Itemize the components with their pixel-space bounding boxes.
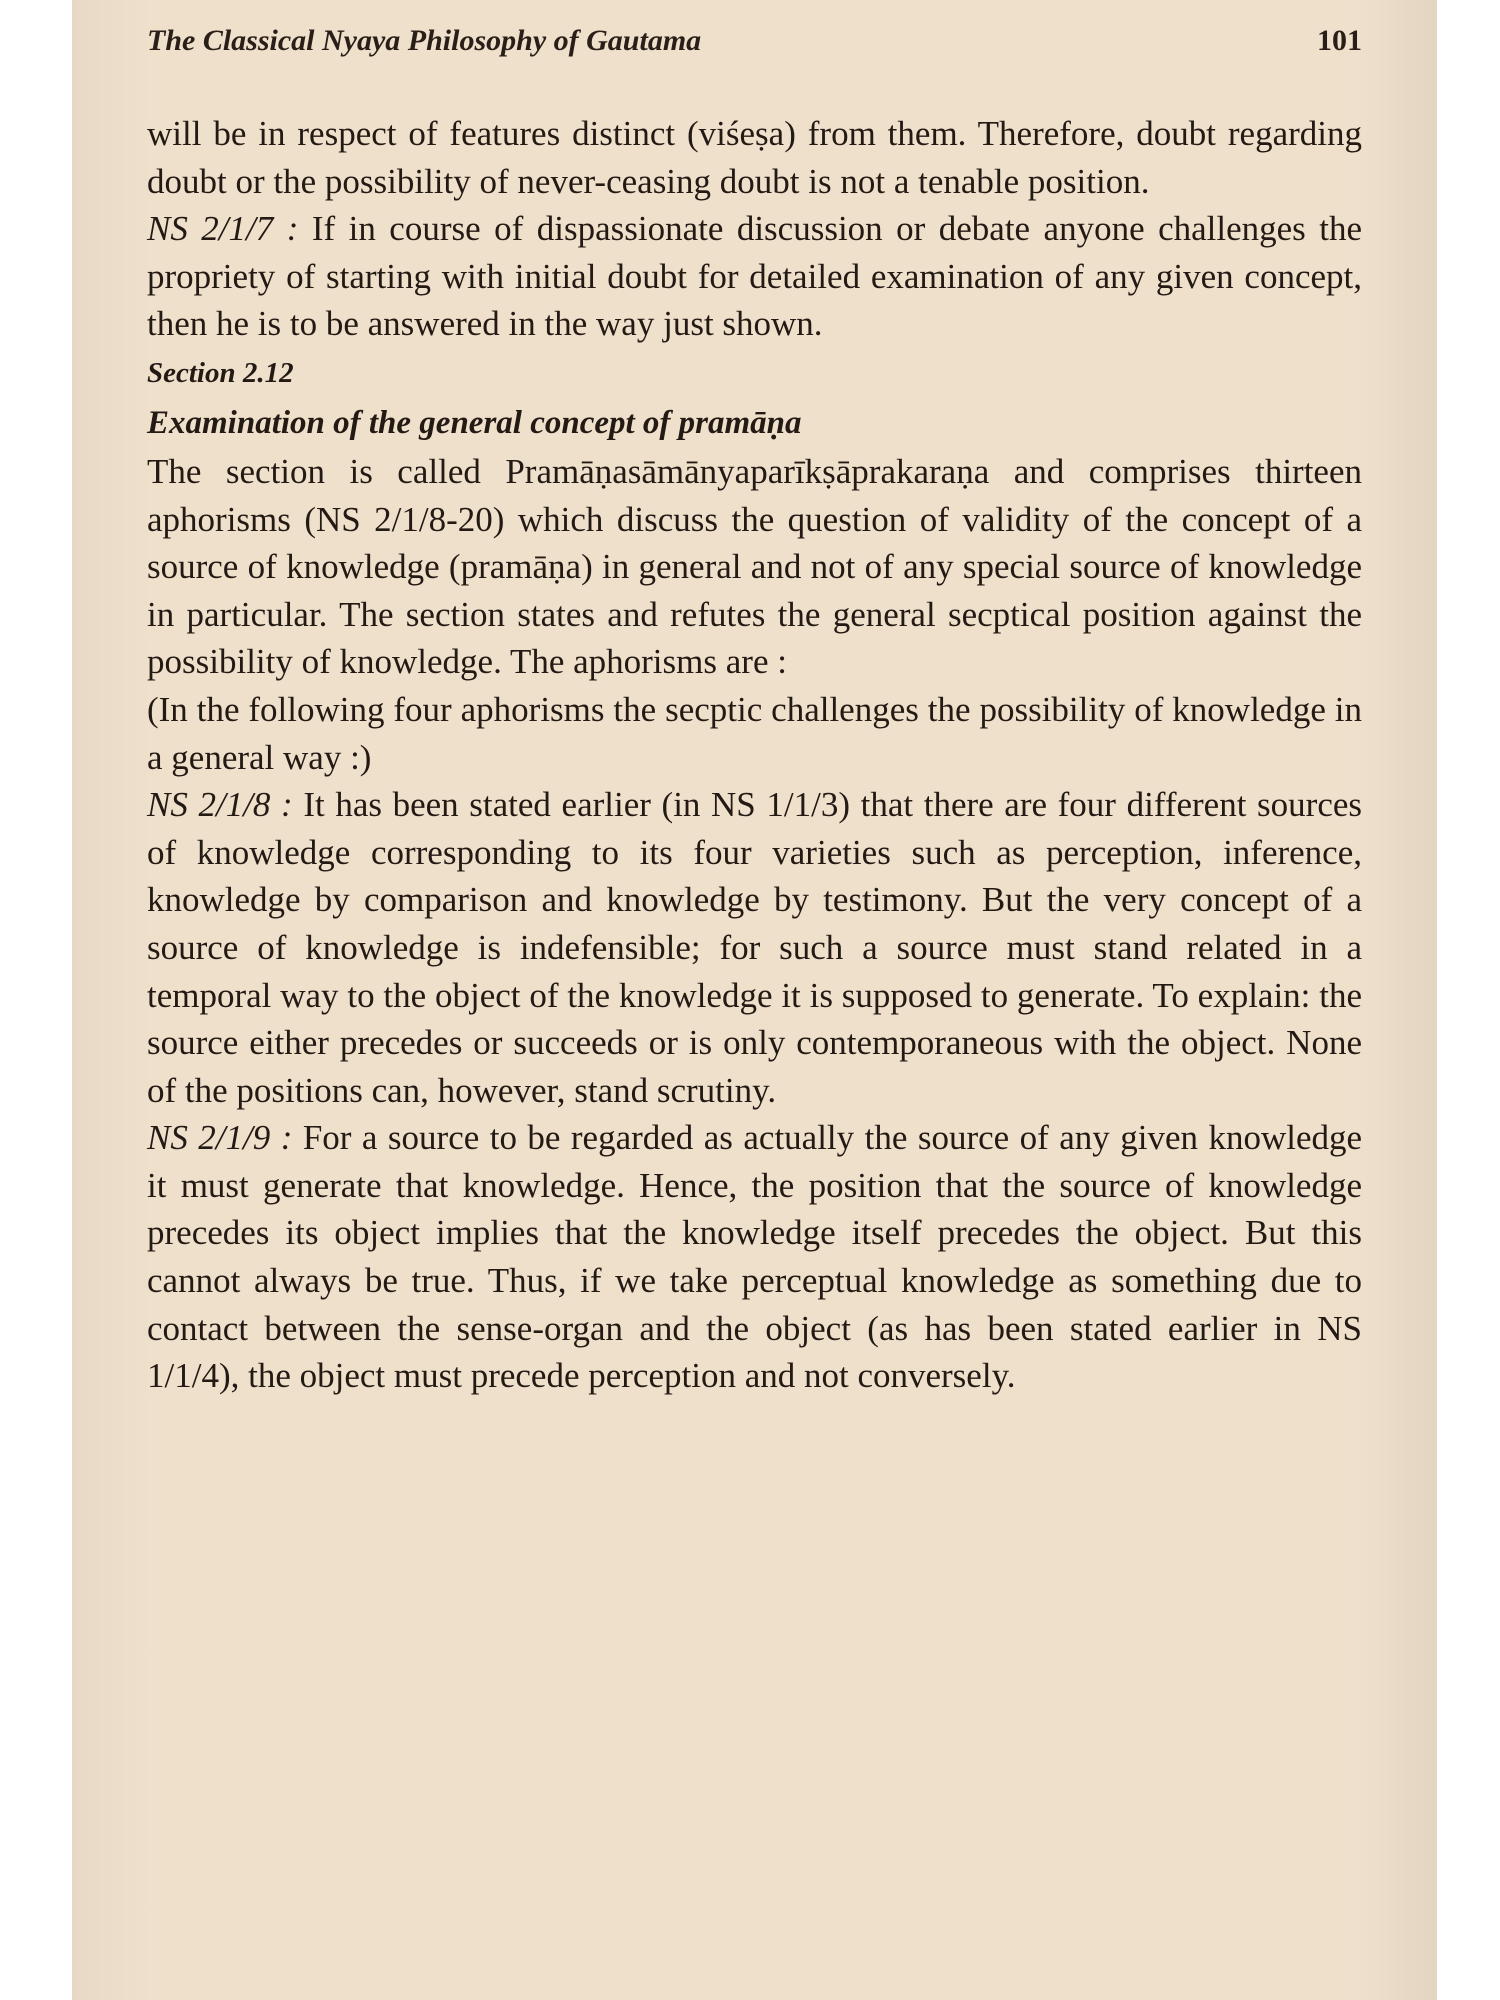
aphorism-label: NS 2/1/7 : (147, 209, 299, 249)
aphorism-label: NS 2/1/8 : (147, 785, 293, 825)
aphorism-ns-2-1-9 (147, 1114, 1362, 1400)
running-header (147, 24, 1362, 74)
continued-paragraph: will be in respect of features distinct (viśeṣa) from them. Therefore, doubt regarding doubt or the possibility of never-ceasing doubt is not a tenable position. (147, 114, 1362, 201)
running-title: The Classical Nyaya Philosophy of Gautama (147, 24, 702, 57)
page-number: 101 (1317, 24, 1362, 57)
aphorism-ns-2-1-7 (147, 205, 1362, 348)
aphorism-text: If in course of dispassionate discussion or debate anyone challenges the propriety of starting with initial doubt for detailed examination of any given concept, then he is to be answered in the way just shown. (147, 209, 1362, 344)
section-title: Examination of the general concept of pramāṇa (147, 404, 802, 441)
section-number: Section 2.12 (147, 356, 294, 389)
aphorism-text: For a source to be regarded as actually the source of any given knowledge it must generate that knowledge. Hence, the position that the source of knowledge precedes its object implies that the knowledge itself precedes the object. But this cannot always be true. Thus, if we take perceptual knowledge as something due to contact between the sense-organ and the object (as has been stated earlier in NS 1/1/4), the object must precede perception and not conversely. (147, 1118, 1363, 1396)
section-intro: The section is called Pramāṇasāmānyaparīkṣāprakaraṇa and comprises thirteen aphorisms (NS 2/1/8-20) which discuss the question of validity of the concept of a source of knowledge (pramāṇa) in general and not of any special source of knowledge in particular. The section states and refutes the general secptical position against the possibility of knowledge. The aphorisms are : (147, 451, 1362, 682)
section-intro-note: (In the following four aphorisms the secptic challenges the possibility of knowledge in a general way :) (147, 689, 1362, 777)
aphorism-label: NS 2/1/9 : (147, 1118, 293, 1158)
aphorism-ns-2-1-8 (147, 781, 1362, 1114)
aphorism-text: It has been stated earlier (in NS 1/1/3) that there are four different sources of knowledge corresponding to its four varieties such as perception, inference, knowledge by comparison and knowledge by testimony. But the very concept of a source of knowledge is indefensible; for such a source must stand related in a temporal way to the object of the knowledge it is supposed to generate. To explain: the source either precedes or succeeds or is only contemporaneous with the object. None of the positions can, however, stand scrutiny. (147, 785, 1363, 1110)
page-body (147, 110, 1362, 1400)
book-page (72, 0, 1437, 2000)
